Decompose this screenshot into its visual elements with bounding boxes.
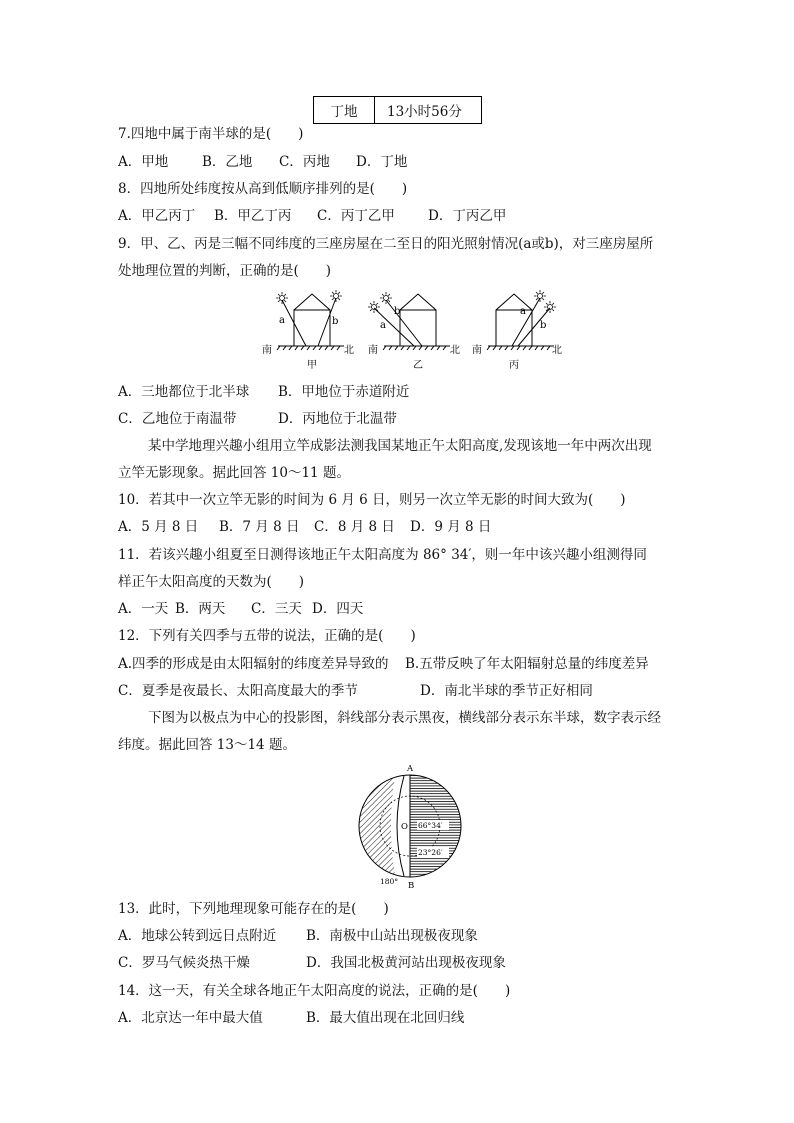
q8-stem: 8．四地所处纬度按从高到低顺序排列的是( ) [118, 181, 408, 197]
q8-option-c: C．丙丁乙甲 [317, 208, 395, 224]
q7-option-c: C．丙地 [279, 154, 330, 170]
q12-option-d: D．南北半球的季节正好相同 [420, 683, 593, 699]
fig9-caption-jia: 甲 [307, 360, 317, 371]
fig13-lat-2326: 23°26′ [418, 848, 443, 857]
q12-options-row2 [118, 682, 593, 700]
q14-options-row1 [118, 1009, 464, 1027]
fig9-north-label: 北 [344, 345, 354, 356]
fig9-caption-bing: 丙 [509, 360, 519, 371]
q7-option-b: B．乙地 [202, 154, 253, 170]
q10-option-a: A．5 月 8 日 [118, 519, 199, 535]
q14-stem: 14．这一天，有关全球各地正午太阳高度的说法，正确的是( ) [118, 983, 511, 999]
q14-option-b: B．最大值出现在北回归线 [306, 1010, 465, 1026]
q9-option-a: A．三地都位于北半球 [118, 384, 250, 400]
q10-options [118, 518, 491, 536]
q12-options-row1 [118, 655, 649, 673]
fig13-lat-6634: 66°34′ [418, 821, 443, 830]
fig9-label-a: a [520, 306, 526, 317]
q8-option-d: D．丁丙乙甲 [428, 208, 507, 224]
intro1-line2: 立竿无影现象。据此回答 10～11 题。 [118, 465, 350, 481]
q7-option-a: A．甲地 [118, 154, 169, 170]
q9-options-row1 [118, 383, 409, 401]
q8-options [118, 207, 506, 225]
q9-option-b: B．甲地位于赤道附近 [278, 384, 410, 400]
fig9-label-b: b [394, 306, 401, 317]
q9-options-row2 [118, 410, 397, 428]
q8-option-a: A．甲乙丙丁 [118, 208, 196, 224]
q11-stem-line2: 样正午太阳高度的天数为( ) [118, 574, 305, 590]
fig13-label-b: B [408, 881, 415, 891]
q12-option-b: B.五带反映了年太阳辐射总量的纬度差异 [405, 656, 649, 672]
fig9-north-label: 北 [450, 345, 460, 356]
q11-option-c: C．三天 [251, 601, 302, 617]
polar-projection-figure [352, 762, 472, 890]
q9-stem-line1: 9．甲、乙、丙是三幅不同纬度的三座房屋在二至日的阳光照射情况(a或b)，对三座房屋所 [118, 236, 654, 252]
fig9-north-label: 北 [552, 345, 562, 356]
q9-option-d: D．丙地位于北温带 [278, 411, 397, 427]
q13-option-c: C．罗马气候炎热干燥 [118, 955, 250, 971]
q7-stem: 7.四地中属于南半球的是( ) [118, 126, 304, 142]
fig9-label-b: b [332, 316, 339, 327]
q12-stem: 12．下列有关四季与五带的说法，正确的是( ) [118, 628, 416, 644]
q14-option-a: A．北京达一年中最大值 [118, 1010, 263, 1026]
q13-option-a: A．地球公转到远日点附近 [118, 928, 277, 944]
fig13-label-o: O [401, 822, 408, 832]
q13-stem: 13．此时，下列地理现象可能存在的是( ) [118, 901, 389, 917]
q10-option-d: D．9 月 8 日 [410, 519, 492, 535]
fig13-lon-180: 180° [380, 877, 399, 886]
q13-options-row1 [118, 927, 478, 945]
q11-option-a: A．一天 [118, 601, 169, 617]
houses-sunlight-figure [256, 286, 560, 372]
q10-stem: 10．若其中一次立竿无影的时间为 6 月 6 日，则另一次立竿无影的时间大致为( ) [118, 492, 626, 508]
intro2-line1: 下图为以极点为中心的投影图，斜线部分表示黑夜，横线部分表示东半球，数字表示经 [148, 710, 661, 726]
q13-option-b: B．南极中山站出现极夜现象 [306, 928, 478, 944]
q11-options [118, 600, 363, 618]
fig9-south-label: 南 [472, 345, 482, 356]
q9-stem-line2: 处地理位置的判断，正确的是( ) [118, 263, 332, 279]
intro2-line2: 纬度。据此回答 13～14 题。 [118, 737, 296, 753]
q8-option-b: B．甲乙丁丙 [214, 208, 292, 224]
q11-stem-line1: 11．若该兴趣小组夏至日测得该地正午太阳高度为 86° 34′，则一年中该兴趣小组测得同 [118, 547, 647, 563]
fig13-label-a: A [407, 764, 414, 774]
fig9-south-label: 南 [368, 345, 378, 356]
daylength-table [313, 96, 482, 124]
q7-options [118, 153, 407, 171]
q10-option-c: C．8 月 8 日 [314, 519, 395, 535]
fig9-label-b: b [540, 320, 547, 331]
q10-option-b: B．7 月 8 日 [219, 519, 300, 535]
q12-option-a: A.四季的形成是由太阳辐射的纬度差异导致的 [118, 656, 389, 672]
q12-option-c: C．夏季是夜最长、太阳高度最大的季节 [118, 683, 358, 699]
fig9-label-a: a [279, 315, 285, 326]
q13-options-row2 [118, 954, 506, 972]
q13-option-d: D．我国北极黄河站出现极夜现象 [306, 955, 506, 971]
q7-option-d: D．丁地 [356, 154, 408, 170]
table-daylength-cell: 13小时56分 [375, 97, 482, 124]
q11-option-d: D．四天 [312, 601, 364, 617]
fig9-south-label: 南 [262, 345, 272, 356]
q9-option-c: C．乙地位于南温带 [118, 411, 237, 427]
table-place-cell: 丁地 [314, 97, 375, 124]
intro1-line1: 某中学地理兴趣小组用立竿成影法测我国某地正午太阳高度,发现该地一年中两次出现 [148, 438, 652, 454]
q11-option-b: B．两天 [175, 601, 226, 617]
fig9-label-a: a [380, 320, 386, 331]
fig9-caption-yi: 乙 [413, 360, 423, 371]
